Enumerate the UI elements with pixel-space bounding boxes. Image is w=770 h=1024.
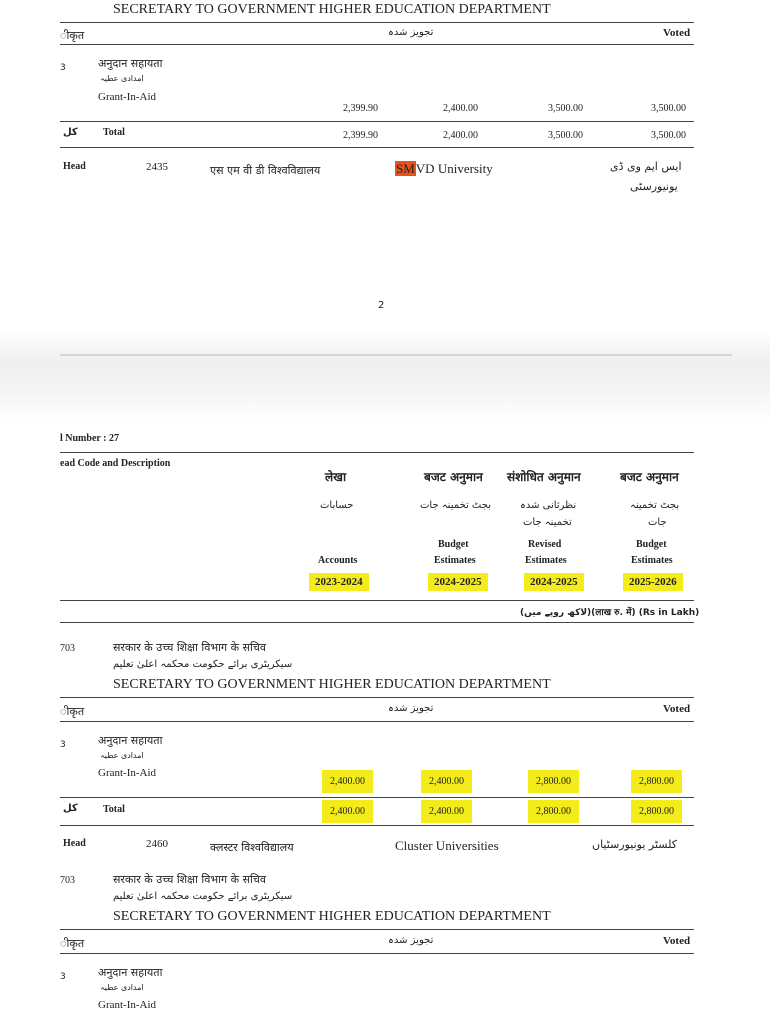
section-urdu: سیکریٹری برائے حکومت محکمہ اعلیٰ تعلیم: [113, 659, 293, 670]
col-urdu-2: تخمینہ جات: [523, 517, 572, 528]
col-urdu: حسابات: [320, 500, 354, 511]
total-cell: 2,400.00: [421, 800, 472, 823]
head-label: Head: [63, 838, 86, 849]
divider: [60, 953, 694, 954]
total-cell: 3,500.00: [651, 130, 686, 141]
demand-number: l Number : 27: [60, 433, 119, 444]
head-english: Cluster Universities: [395, 838, 499, 853]
page-edge: [60, 354, 732, 356]
total-cell: 2,399.90: [343, 130, 378, 141]
divider: [60, 44, 694, 45]
grant-urdu: امدادی عطیہ: [100, 983, 144, 992]
units-note: (لاکھ روپے میں)(लाख रु. में) (Rs in Lakh): [520, 608, 700, 618]
page-number: 2: [378, 300, 385, 311]
value-cell: 3,500.00: [548, 103, 583, 114]
head-label: Head: [63, 161, 86, 172]
section-hindi: सरकार के उच्च शिक्षा विभाग के सचिव: [113, 641, 266, 654]
total-cell: 2,400.00: [443, 130, 478, 141]
col-hindi: बजट अनुमान: [620, 470, 679, 484]
col-urdu: نظرثانی شدہ: [520, 500, 577, 511]
grant-urdu: امدادی عطیہ: [100, 74, 144, 83]
grant-hindi: अनुदान सहायता: [98, 734, 163, 747]
grant-hindi: अनुदान सहायता: [98, 966, 163, 979]
head-code: 2460: [146, 838, 168, 850]
grant-english: Grant-In-Aid: [98, 767, 157, 779]
head-hindi: क्लस्टर विश्वविद्यालय: [210, 841, 294, 854]
section-code: 703: [60, 643, 75, 654]
year-badge: 2024-2025: [428, 573, 488, 591]
col-english-2: Estimates: [434, 555, 476, 566]
head-hindi: एस एम वी डी विश्वविद्यालय: [210, 164, 321, 177]
col-english: Budget: [438, 539, 469, 550]
charged-header: ीकृत: [60, 29, 85, 42]
divider: [60, 452, 694, 453]
col-urdu-2: جات: [648, 517, 667, 528]
divider: [60, 721, 694, 722]
row-number: 3: [60, 740, 66, 750]
total-cell: 2,400.00: [322, 800, 373, 823]
head-urdu: کلسٹر یونیورسٹیاں: [592, 838, 677, 851]
divider: [60, 121, 694, 122]
year-badge: 2023-2024: [309, 573, 369, 591]
proposed-header: تجویز شدہ: [388, 935, 434, 946]
divider: [60, 622, 694, 623]
charged-header: ीकृत: [60, 937, 85, 950]
col-urdu: بجٹ تخمینہ جات: [420, 500, 491, 511]
col-english: Accounts: [318, 555, 358, 566]
col-hindi: लेखा: [325, 470, 347, 484]
value-cell: 2,400.00: [322, 770, 373, 793]
col-english-2: Estimates: [525, 555, 567, 566]
proposed-header: تجویز شدہ: [388, 27, 434, 38]
year-badge: 2024-2025: [524, 573, 584, 591]
head-code: 2435: [146, 161, 168, 173]
section-urdu: سیکریٹری برائے حکومت محکمہ اعلیٰ تعلیم: [113, 891, 293, 902]
divider: [60, 697, 694, 698]
row-number: 3: [60, 972, 66, 982]
head-urdu-line1: ایس ایم وی ڈی: [610, 160, 682, 173]
value-cell: 2,800.00: [631, 770, 682, 793]
col-urdu: بجٹ تخمینہ: [630, 500, 680, 511]
divider: [60, 22, 694, 23]
value-cell: 2,399.90: [343, 103, 378, 114]
voted-header: Voted: [663, 27, 691, 39]
divider: [60, 600, 694, 601]
col-english-2: Estimates: [631, 555, 673, 566]
divider: [60, 797, 694, 798]
dept-title: SECRETARY TO GOVERNMENT HIGHER EDUCATION DEPARTMENT: [113, 2, 551, 17]
total-cell: 2,800.00: [528, 800, 579, 823]
section-english: SECRETARY TO GOVERNMENT HIGHER EDUCATION DEPARTMENT: [113, 677, 551, 692]
total-label: Total: [103, 804, 125, 815]
page-gap: [0, 330, 770, 425]
total-cell: 3,500.00: [548, 130, 583, 141]
section-hindi: सरकार के उच्च शिक्षा विभाग के सचिव: [113, 873, 266, 886]
section-code: 703: [60, 875, 75, 886]
head-english: [395, 161, 493, 177]
value-cell: 2,400.00: [421, 770, 472, 793]
section-english: SECRETARY TO GOVERNMENT HIGHER EDUCATION DEPARTMENT: [113, 909, 551, 924]
divider: [60, 929, 694, 930]
total-label: Total: [103, 127, 125, 138]
grant-english: Grant-In-Aid: [98, 999, 157, 1011]
divider: [60, 825, 694, 826]
voted-header: Voted: [663, 935, 691, 947]
col-english: Budget: [636, 539, 667, 550]
charged-header: ीकृत: [60, 705, 85, 718]
total-urdu: کل: [63, 127, 78, 138]
value-cell: 2,400.00: [443, 103, 478, 114]
total-urdu: کل: [63, 803, 78, 814]
head-code-desc: ead Code and Description: [60, 458, 171, 469]
head-english-rest: VD University: [415, 161, 493, 176]
year-badge: 2025-2026: [623, 573, 683, 591]
divider: [60, 147, 694, 148]
row-number: 3: [60, 63, 66, 73]
smvd-highlight: SM: [396, 161, 415, 176]
voted-header: Voted: [663, 703, 691, 715]
grant-english: Grant-In-Aid: [98, 91, 157, 103]
total-cell: 2,800.00: [631, 800, 682, 823]
grant-urdu: امدادی عطیہ: [100, 751, 144, 760]
head-urdu-line2: یونیورسٹی: [630, 180, 678, 193]
col-hindi: संशोधित अनुमान: [507, 470, 581, 484]
col-english: Revised: [528, 539, 562, 550]
value-cell: 2,800.00: [528, 770, 579, 793]
grant-hindi: अनुदान सहायता: [98, 57, 163, 70]
value-cell: 3,500.00: [651, 103, 686, 114]
proposed-header: تجویز شدہ: [388, 703, 434, 714]
col-hindi: बजट अनुमान: [424, 470, 483, 484]
